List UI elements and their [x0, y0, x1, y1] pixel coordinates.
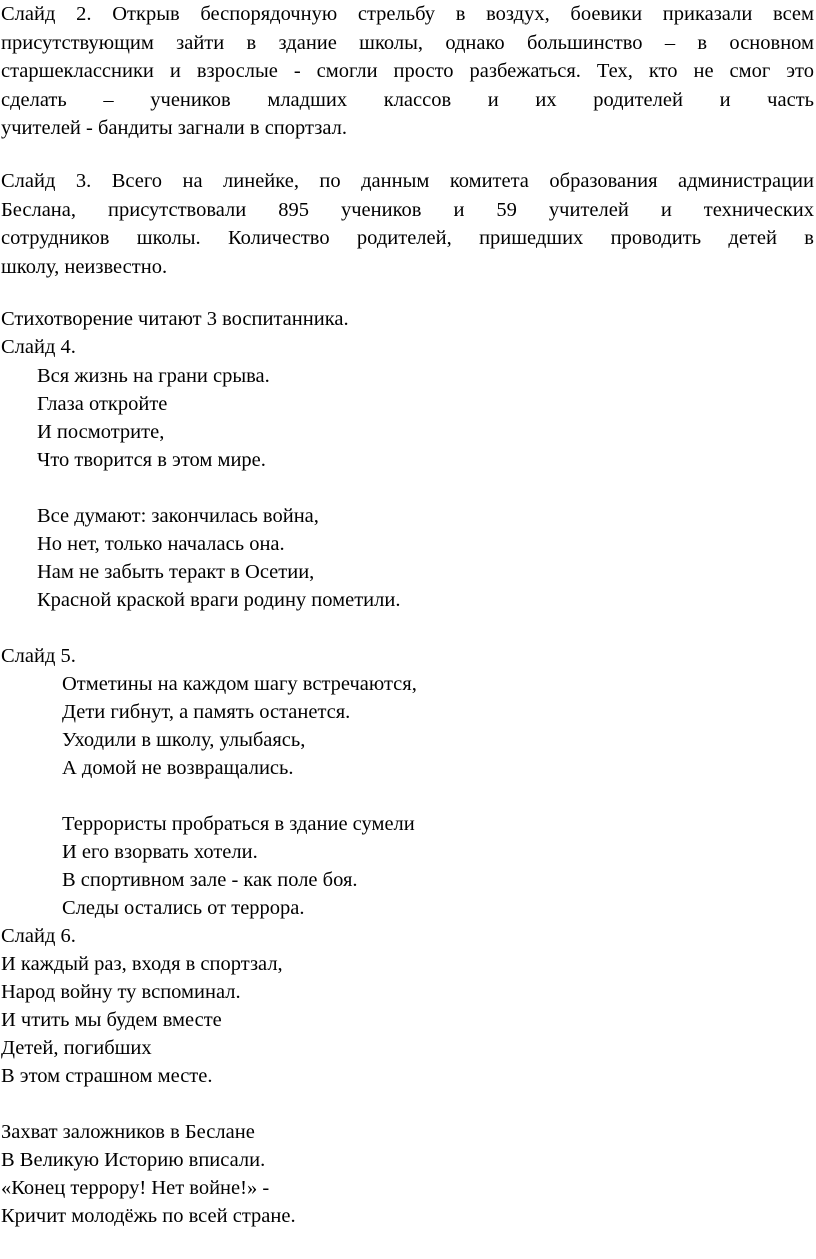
text-line: Слайд 3. Всего на линейке, по данным комитета образования администрации [1, 170, 814, 192]
paragraph-slide-2 [1, 0, 814, 143]
poem-line: И каждый раз, входя в спортзал, [1, 953, 283, 975]
poem-line: И посмотрите, [37, 421, 165, 443]
text-line: Слайд 2. Открыв беспорядочную стрельбу в воздух, боевики приказали всем [1, 3, 814, 25]
poem-line: Вся жизнь на грани срыва. [37, 365, 270, 387]
poem-line: Дети гибнут, а память останется. [62, 701, 351, 723]
text-line: присутствующим зайти в здание школы, однако большинство – в основном [1, 31, 814, 54]
poem-line: Глаза откройте [37, 393, 168, 415]
poem-line: А домой не возвращались. [62, 757, 294, 779]
poem-line: В спортивном зале - как поле боя. [62, 869, 358, 891]
text-line: Беслана, присутствовали 895 учеников и 59 учителей и технических [1, 198, 814, 221]
poem-intro: Стихотворение читают 3 воспитанника. [1, 308, 349, 330]
text-line: сделать – учеников младших классов и их родителей и часть [1, 88, 814, 111]
text-line: старшеклассники и взрослые - смогли просто разбежаться. Тех, кто не смог это [1, 60, 814, 82]
poem-line: Но нет, только началась она. [37, 533, 285, 555]
text-line: сотрудников школы. Количество родителей, пришедших проводить детей в [1, 227, 814, 249]
poem-line: Следы остались от террора. [62, 897, 305, 919]
poem-line: Террористы пробраться в здание сумели [62, 813, 415, 835]
poem-line: В Великую Историю вписали. [1, 1149, 266, 1171]
poem-line: Все думают: закончилась война, [37, 505, 319, 527]
poem-line: Кричит молодёжь по всей стране. [1, 1205, 296, 1227]
slide-5-label: Слайд 5. [1, 645, 76, 667]
poem-line: Уходили в школу, улыбаясь, [62, 729, 306, 751]
poem-line: Народ войну ту вспоминал. [1, 981, 241, 1003]
poem-line: Отметины на каждом шагу встречаются, [62, 673, 417, 695]
poem-line: «Конец террору! Нет войне!» - [1, 1177, 270, 1199]
poem-line: Нам не забыть теракт в Осетии, [37, 561, 315, 583]
poem-line: Захват заложников в Беслане [1, 1121, 255, 1143]
poem-line: Что творится в этом мире. [37, 449, 266, 471]
slide-4-label: Слайд 4. [1, 336, 76, 358]
poem-line: В этом страшном месте. [1, 1065, 213, 1087]
text-line: школу, неизвестно. [1, 255, 168, 278]
poem-line: Детей, погибших [1, 1037, 152, 1059]
poem-line: И его взорвать хотели. [62, 841, 258, 863]
slide-6-label: Слайд 6. [1, 925, 76, 947]
paragraph-slide-3 [1, 167, 814, 281]
text-line: учителей - бандиты загнали в спортзал. [1, 117, 347, 139]
poem-line: Красной краской враги родину пометили. [37, 589, 401, 611]
poem-line: И чтить мы будем вместе [1, 1009, 222, 1031]
